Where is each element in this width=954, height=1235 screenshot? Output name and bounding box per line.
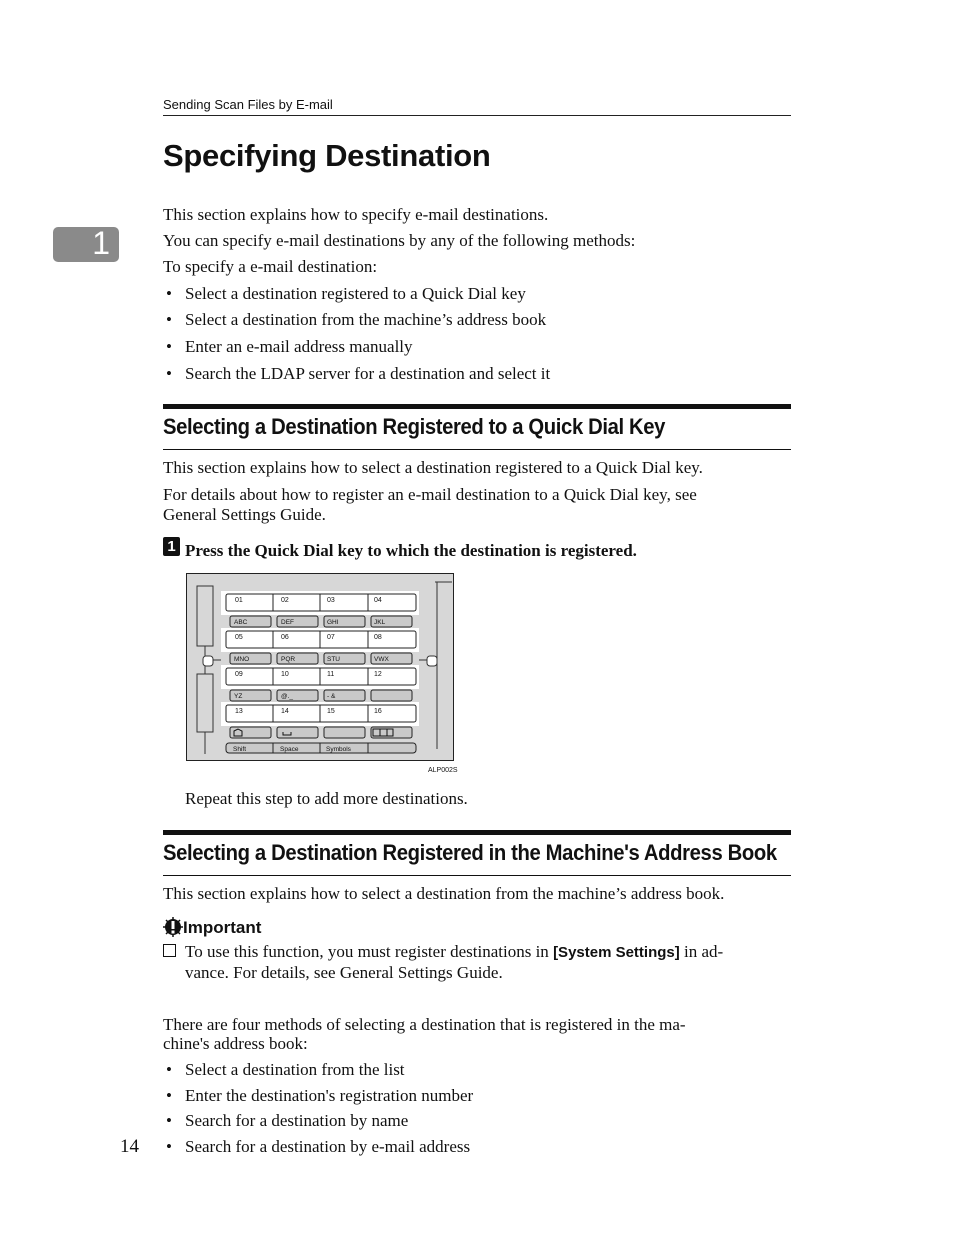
- svg-text:05: 05: [235, 634, 243, 641]
- svg-text:DEF: DEF: [281, 619, 294, 626]
- svg-text:08: 08: [374, 634, 382, 641]
- svg-text:PQR: PQR: [281, 656, 296, 663]
- section1-para-2-line-1: For details about how to register an e-mail destination to a Quick Dial key, see: [163, 485, 697, 504]
- svg-text:07: 07: [327, 634, 335, 641]
- svg-text:Symbols: Symbols: [326, 746, 351, 753]
- svg-text:11: 11: [327, 671, 335, 678]
- step-number: 1: [163, 537, 180, 556]
- intro-line-1: This section explains how to specify e-mail destinations.: [163, 205, 549, 224]
- svg-text:JKL: JKL: [374, 619, 386, 626]
- intro-line-2: You can specify e-mail destinations by any of the following methods:: [163, 231, 636, 250]
- svg-text:YZ: YZ: [234, 693, 243, 700]
- quick-dial-panel-illustration: [186, 573, 454, 761]
- svg-text:12: 12: [374, 671, 382, 678]
- header-rule: [163, 115, 791, 116]
- svg-text:GHI: GHI: [327, 619, 339, 626]
- section1-para-2-line-2: General Settings Guide.: [163, 505, 326, 524]
- important-label: Important: [183, 918, 262, 937]
- section-top-rule: [163, 404, 791, 409]
- svg-text:13: 13: [235, 708, 243, 715]
- section-top-rule: [163, 830, 791, 835]
- section-title: Selecting a Destination Registered to a Quick Dial Key: [163, 414, 666, 439]
- section1-para-1: This section explains how to select a destination registered to a Quick Dial key.: [163, 458, 703, 477]
- svg-text:VWX: VWX: [374, 656, 389, 663]
- section2-para-1: This section explains how to select a destination from the machine’s address book.: [163, 884, 725, 903]
- svg-text:@._: @._: [281, 693, 294, 700]
- checkbox-icon: [163, 944, 176, 957]
- section2-para-2-line-1: There are four methods of selecting a destination that is registered in the ma-: [163, 1015, 686, 1034]
- important-icon: [163, 917, 183, 937]
- svg-text:- &: - &: [327, 693, 336, 700]
- section-bottom-rule: [163, 449, 791, 450]
- section2-para-2-line-2: chine's address book:: [163, 1034, 308, 1053]
- svg-text:06: 06: [281, 634, 289, 641]
- running-header: Sending Scan Files by E-mail: [163, 97, 333, 112]
- svg-text:Shift: Shift: [233, 746, 247, 753]
- svg-text:Space: Space: [280, 746, 299, 753]
- svg-text:10: 10: [281, 671, 289, 678]
- page-number: 14: [120, 1136, 139, 1157]
- chapter-number: 1: [92, 225, 110, 261]
- svg-text:15: 15: [327, 708, 335, 715]
- svg-text:02: 02: [281, 597, 289, 604]
- illustration-code: ALP002S: [428, 767, 458, 774]
- page-title: Specifying Destination: [163, 138, 491, 173]
- svg-text:16: 16: [374, 708, 382, 715]
- svg-text:03: 03: [327, 597, 335, 604]
- svg-text:14: 14: [281, 708, 289, 715]
- svg-text:STU: STU: [327, 656, 340, 663]
- quick-dial-panel-svg: [187, 574, 452, 759]
- svg-text:ABC: ABC: [234, 619, 248, 626]
- step-instruction: Press the Quick Dial key to which the destination is registered.: [185, 541, 637, 560]
- svg-text:04: 04: [374, 597, 382, 604]
- svg-text:01: 01: [235, 597, 243, 604]
- system-settings-key: [System Settings]: [553, 944, 680, 961]
- section-bottom-rule: [163, 875, 791, 876]
- intro-line-3: To specify a e-mail destination:: [163, 257, 378, 276]
- chapter-tab: [53, 227, 119, 262]
- repeat-note: Repeat this step to add more destinations.: [185, 789, 468, 808]
- section-title: Selecting a Destination Registered in the Machine's Address Book: [163, 840, 777, 865]
- svg-text:09: 09: [235, 671, 243, 678]
- svg-text:MNO: MNO: [234, 656, 250, 663]
